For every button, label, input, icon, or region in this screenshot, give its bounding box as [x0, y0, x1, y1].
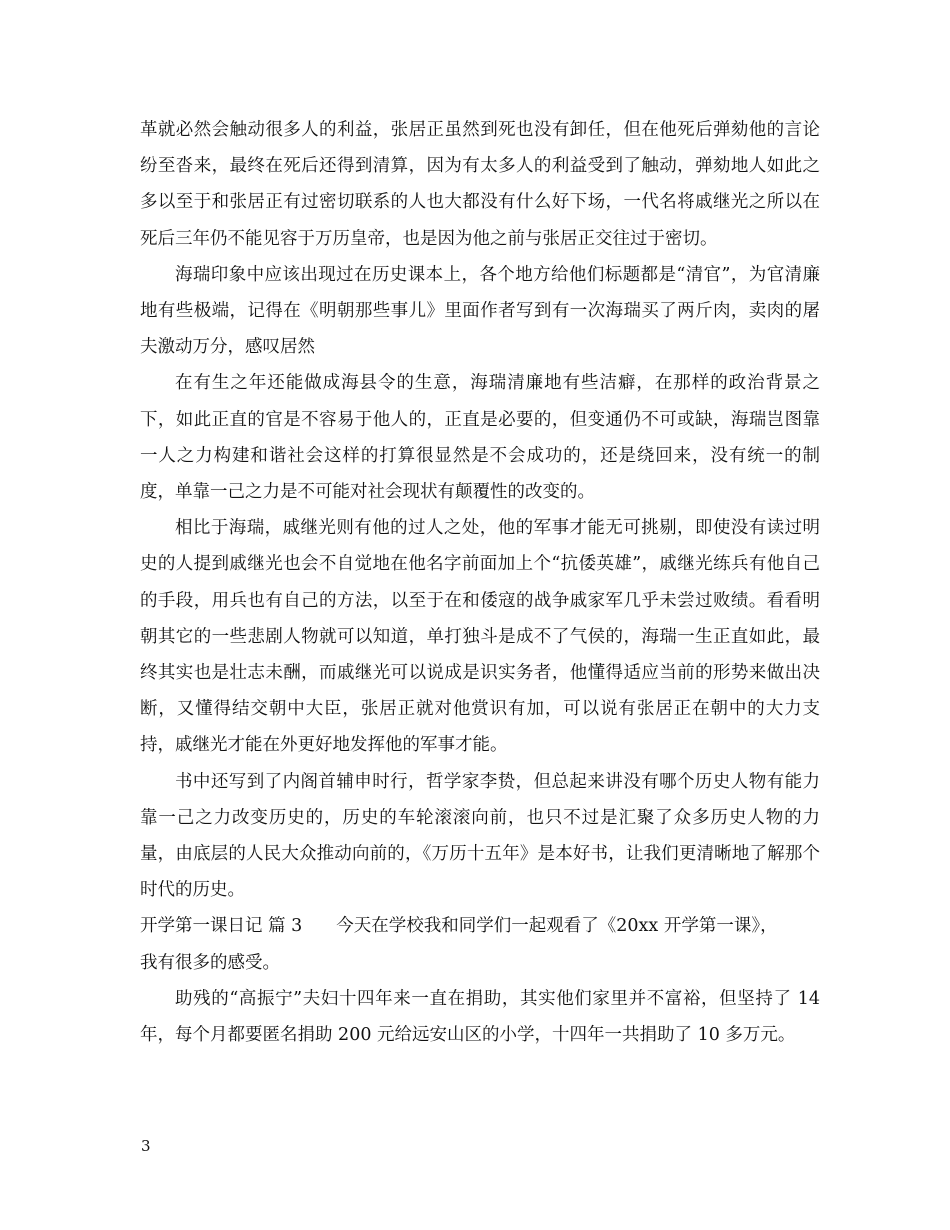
- section-heading-line: [140, 908, 820, 980]
- paragraph-book-summary: 书中还写到了内阁首辅申时行，哲学家李贽，但总起来讲没有哪个历史人物有能力靠一己之力改变历史的，历史的车轮滚滚向前，也只不过是汇聚了众多历史人物的力量，由底层的人民大众推动向前的，《万历十五年》是本好书，让我们更清晰地了解那个时代的历史。: [140, 771, 820, 901]
- paragraph-hai-rui-integrity: 在有生之年还能做成海县令的生意，海瑞清廉地有些洁癖，在那样的政治背景之下，如此正直的官是不容易于他人的，正直是必要的，但变通仍不可或缺，海瑞岂图靠一人之力构建和谐社会这样的打算很显然是不会成功的，还是绕回来，没有统一的制度，单靠一己之力是不可能对社会现状有颠覆性的改变的。: [140, 373, 820, 503]
- page-number: 3: [141, 1137, 151, 1155]
- section-heading: 开学第一课日记 篇 3: [140, 916, 303, 937]
- paragraph-hai-rui-intro: 海瑞印象中应该出现过在历史课本上，各个地方给他们标题都是“清官”，为官清廉地有些极端，记得在《明朝那些事儿》里面作者写到有一次海瑞买了两斤肉，卖肉的屠夫激动万分，感叹居然: [140, 264, 820, 358]
- section-intro-rest: 我有很多的感受。: [140, 952, 280, 973]
- paragraph-gao-zhenning: 助残的“高振宁”夫妇十四年来一直在捐助，其实他们家里并不富裕，但坚持了 14 年，每个月都要匿名捐助 200 元给远安山区的小学，十四年一共捐助了 10 多万元。: [140, 988, 820, 1046]
- document-body: [140, 112, 820, 1053]
- paragraph-qi-jiguang: 相比于海瑞，戚继光则有他的过人之处，他的军事才能无可挑剔，即使没有读过明史的人提到戚继光也会不自觉地在他名字前面加上个“抗倭英雄”，戚继光练兵有他自己的手段，用兵也有自己的方法，以至于在和倭寇的战争戚家军几乎未尝过败绩。看看明朝其它的一些悲剧人物就可以知道，单打独斗是成不了气侯的，海瑞一生正直如此，最终其实也是壮志未酬，而戚继光可以说成是识实务者，他懂得适应当前的形势来做出决断，又懂得结交朝中大臣，张居正就对他赏识有加，可以说有张居正在朝中的大力支持，戚继光才能在外更好地发挥他的军事才能。: [140, 518, 820, 756]
- section-intro-first: 今天在学校我和同学们一起观看了《20xx 开学第一课》，: [336, 916, 778, 937]
- paragraph-zhang-juzheng: 革就必然会触动很多人的利益，张居正虽然到死也没有卸任，但在他死后弹劾他的言论纷至沓来，最终在死后还得到清算，因为有太多人的利益受到了触动，弹劾地人如此之多以至于和张居正有过密切联系的人也大都没有什么好下场，一代名将戚继光之所以在死后三年仍不能见容于万历皇帝，也是因为他之前与张居正交往过于密切。: [140, 120, 820, 249]
